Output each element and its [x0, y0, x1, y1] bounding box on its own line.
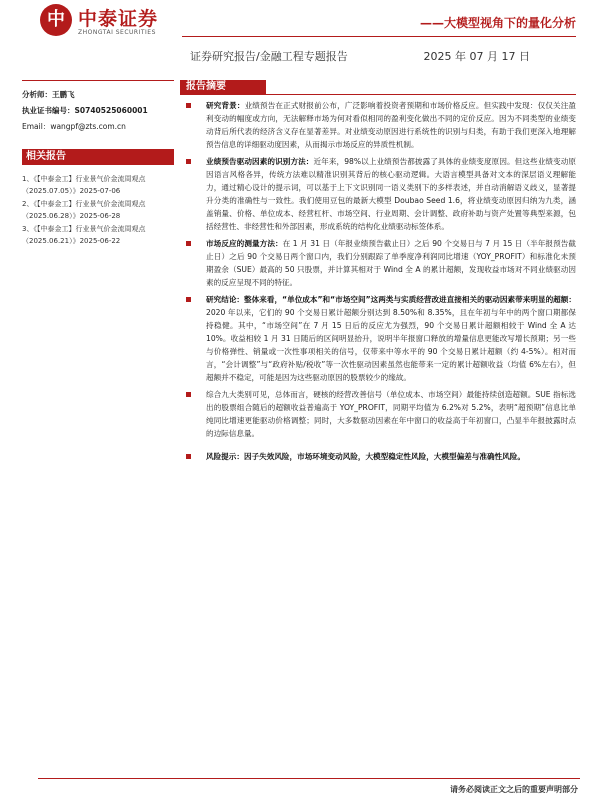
related-reports-list — [22, 173, 174, 247]
analyst-email-row — [22, 119, 174, 135]
summary-bullets — [180, 99, 576, 463]
related-report-item[interactable]: 1、《【中泰金工】行业景气价金流周观点（2025.07.05）》2025-07-06 — [22, 175, 146, 195]
summary-bullet-measurement — [180, 237, 576, 289]
bullet-square-icon — [186, 392, 191, 397]
bullet-text: 2020 年以来，它们的 90 个交易日累计超额分别达到 8.50%和 8.35%，且在年初与年中的两个窗口期都保持稳健。其中，“市场空间”在 7 月 15 日后的反应尤为强烈，90 个交易日累计超额相较于 Wind 全 A 达 10%。收益相较 1 月 31 日随后的区间明显抬升，说明半年报窗口释放的增量信息更能改写增长预期；另一些与价格弹性、销量或一次性事项相关的信号，仅带来中等水平的 90 个交易日累计超额（约 4-5%）。相对而言，“会计调整”与“政府补贴/税收”等一次性驱动因素虽然也能带来一定的累计超额收益（均值 6%左右），但超额并不稳定，可能是因为这些驱动原因的股票较少的缘故。 — [206, 308, 576, 382]
bullet-square-icon — [186, 297, 191, 302]
summary-divider — [180, 94, 576, 95]
report-type: 证券研究报告/金融工程专题报告 — [190, 50, 348, 63]
bullet-square-icon — [186, 454, 191, 459]
bullet-lead: 业绩预告驱动因素的识别方法： — [206, 157, 314, 166]
top-divider — [182, 36, 576, 37]
analyst-email[interactable]: wangpf@zts.com.cn — [50, 122, 126, 131]
related-report-item[interactable]: 3、《【中泰金工】行业景气价金流周观点（2025.06.21）》2025-06-22 — [22, 225, 146, 245]
company-logo — [40, 4, 180, 40]
bullet-square-icon — [186, 103, 191, 108]
summary-bullet-conclusion — [180, 293, 576, 384]
report-date: 2025 年 07 月 17 日 — [423, 50, 530, 63]
logo-name-en: ZHONGTAI SECURITIES — [78, 29, 156, 36]
footer-disclaimer: 请务必阅读正文之后的重要声明部分 — [450, 785, 578, 794]
analyst-name: 王鹏飞 — [52, 90, 75, 99]
summary-bullet-overall — [180, 388, 576, 440]
summary-bullet-background — [180, 99, 576, 151]
analyst-cert-row — [22, 103, 174, 119]
bullet-text: 近年来，98%以上业绩预告都披露了具体的业绩变度原因。但这些业绩变动原因语言风格各异，传统方法难以精准识别其背后的核心驱动逻辑。大语言模型具备对文本的深层语义理解能力，通过精心设计的提示词，可以基于上下文识别同一语义类别下的多样表述，并自动消解语义歧义，显著提升分类的准确性与一致性。我们使用豆包的最新大模型 Doubao Seed 1.6，将业绩变动原因归纳为九类，涵盖销量、价格、单位成本、经营杠杆、市场空间、行业周期、会计调整、政府补助与资产处置等典型来源，包括经营性、非经营性和外部因素，形成系统的结构化业绩驱动标签体系。 — [206, 157, 577, 231]
summary-bullet-method — [180, 155, 576, 233]
related-report-item[interactable]: 2、《【中泰金工】行业景气价金流周观点（2025.06.28）》2025-06-28 — [22, 200, 146, 220]
left-sidebar — [22, 80, 174, 248]
bullet-lead: 研究结论：整体来看，“单位成本”和“市场空间”这两类与实质经营改进直接相关的驱动因素带来明显的超额： — [206, 295, 576, 304]
bullet-lead: 市场反应的测量方法： — [206, 239, 283, 248]
related-reports-title: 相关报告 — [22, 149, 174, 165]
analyst-email-label: Email： — [22, 122, 51, 131]
logo-name-cn: 中泰证券 — [78, 8, 159, 30]
footer-divider — [38, 778, 580, 779]
analyst-name-label: 分析师： — [22, 90, 52, 99]
report-tagline: ——大模型视角下的量化分析 — [419, 16, 576, 30]
analyst-cert-label: 执业证书编号： — [22, 106, 75, 115]
bullet-square-icon — [186, 159, 191, 164]
summary-bullet-risk — [180, 450, 576, 463]
bullet-text: 综合九大类别可见，总体而言，硬核的经营改善信号（单位成本、市场空间）最能持续创造超额。SUE 指标选出的股票组合随后的超额收益普遍高于 YOY_PROFIT，同期平均值为 6.2%对 5.2%，表明“超预期”信息比单纯同比增速更能驱动价格调整；同时，大多数驱动因素在年中窗口的收益高于年初窗口，凸显半年报披露时点的边际信息量。 — [206, 390, 576, 438]
analyst-cert: S0740525060001 — [74, 106, 148, 115]
bullet-text: 在 1 月 31 日（年报业绩预告截止日）之后 90 个交易日与 7 月 15 日（半年报预告截止日）之后 90 个交易日两个窗口内，我们分别跟踪了单季度净利润同比增速（YOY_PROFIT）和标准化未预期盈余（SUE）最高的 50 只股票，并计算其相对于 Wind 全 A 的累计超额，发现收益市场对不同业绩驱动因素的反应呈现不同的特征。 — [206, 239, 577, 287]
analyst-name-row — [22, 87, 174, 103]
report-summary — [180, 80, 576, 467]
risk-lead: 风险提示： — [206, 452, 244, 461]
sidebar-divider — [22, 80, 174, 81]
bullet-text: 业绩预告在正式财报前公布，广泛影响着投资者预期和市场价格反应。但实践中发现：仅仅关注盈利变动的幅度或方向，无法解释市场为何对看似相同的盈利变化做出不同的定价反应。因为不同类型的业绩变动背后所代表的经济含义存在显著差异。对业绩变动原因进行系统性的识别与归类，有助于我们更深入地理解预告信息的详细驱动度因素，从而揭示市场反应的异质性机制。 — [206, 101, 577, 149]
bullet-lead: 研究背景： — [206, 101, 245, 110]
bullet-square-icon — [186, 241, 191, 246]
logo-mark-icon: 中 — [40, 4, 72, 36]
summary-title: 报告摘要 — [180, 80, 266, 94]
risk-text: 因子失效风险，市场环境变动风险，大模型稳定性风险，大模型偏差与准确性风险。 — [243, 452, 525, 461]
